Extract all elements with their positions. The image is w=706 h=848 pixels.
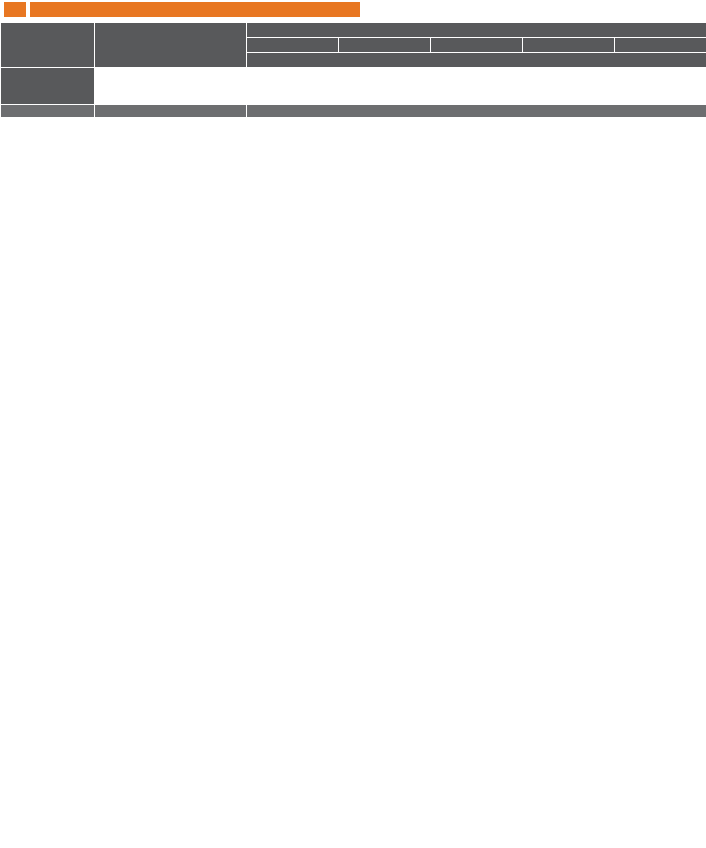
title-accent-block <box>4 2 26 17</box>
weight-header <box>95 23 247 68</box>
title-background <box>30 2 360 17</box>
rope-spec-table <box>0 22 706 118</box>
breaking-load-header <box>247 53 706 68</box>
grade-1770 <box>431 38 523 53</box>
grade-1960 <box>615 38 706 53</box>
d-label <box>1 68 95 105</box>
grade-1870 <box>523 38 615 53</box>
grade-1670 <box>339 38 431 53</box>
unit-kn <box>247 105 706 118</box>
grade-1570 <box>247 38 339 53</box>
diameter-header <box>1 23 95 68</box>
title-bar <box>0 0 706 19</box>
tensile-header <box>247 23 706 38</box>
unit-kg <box>95 105 247 118</box>
unit-mm <box>1 105 95 118</box>
